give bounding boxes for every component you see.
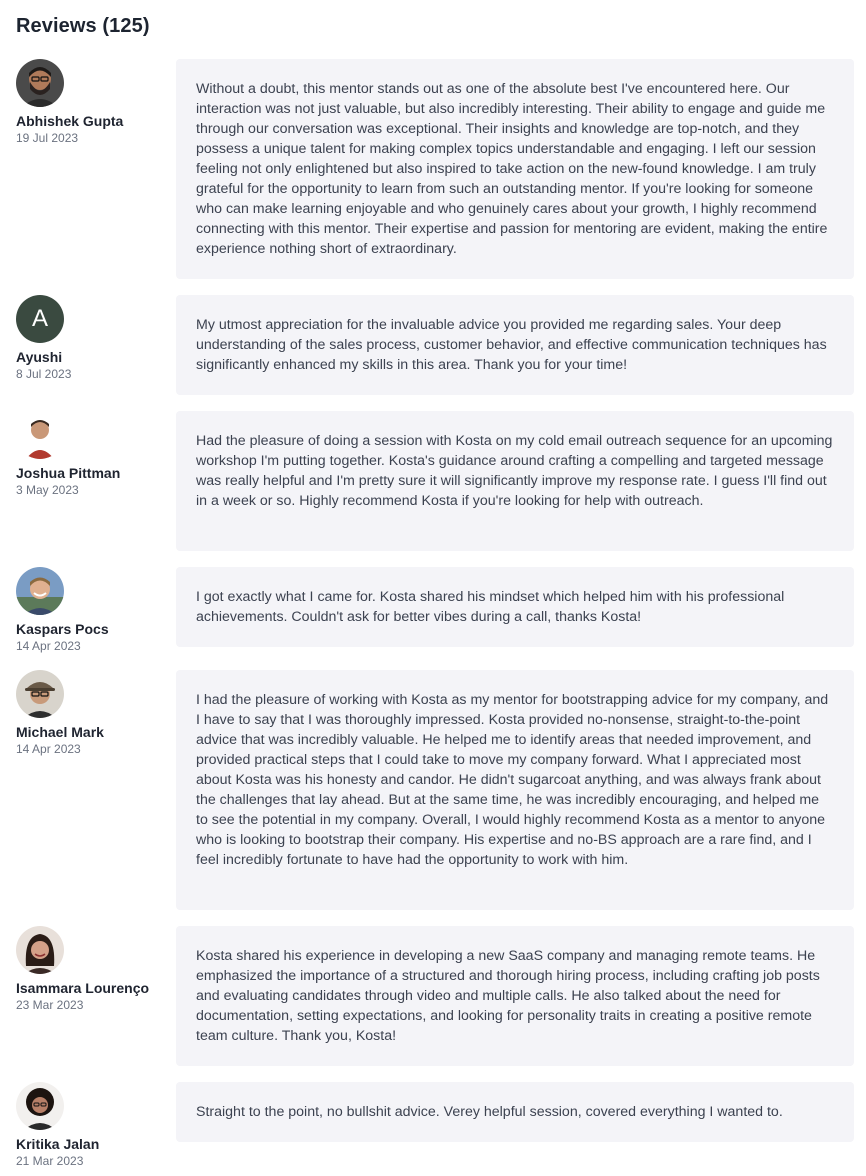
author-name[interactable]: Kaspars Pocs xyxy=(16,621,109,637)
review-text: Without a doubt, this mentor stands out as one of the absolute best I've encountered here. Our interaction was not just valuable, but also incredibly interesting. Their ability to engage and guide me through our conversation was exceptional. Their insights and knowledge are top-notch, and they possess a unique talent for making complex topics understandable and engaging. I left our session feeling not only enlightened but also inspired to take action on the new-found knowledge. I am truly grateful for the opportunity to learn from such an outstanding mentor. If you're looking for someone who can make learning enjoyable and who genuinely cares about your growth, I highly recommend connecting with this mentor. Their expertise and passion for mentoring are evident, making the entire experience nothing short of extraordinary. xyxy=(196,81,828,257)
review-text-box xyxy=(176,295,854,395)
author-name[interactable]: Ayushi xyxy=(16,349,63,365)
review-text: I had the pleasure of working with Kosta as my mentor for bootstrapping advice for my company, and I have to say that I was thoroughly impressed. Kosta provided no-nonsense, straight-to-the-point advice that was incredibly valuable. He helped me to identify areas that needed improvement, and provided practical steps that I could take to move my company forward. What I appreciated most about Kosta was his honesty and candor. He didn't sugarcoat anything, and was always frank about the challenges that lay ahead. But at the same time, he was incredibly encouraging, and helped me to see the potential in my company. Overall, I would highly recommend Kosta as a mentor to anyone who is looking to bootstrap their company. His expertise and no-BS approach are a rare find, and I feel incredibly fortunate to have had the opportunity to work with him. xyxy=(196,692,829,868)
review-author xyxy=(16,411,166,497)
review-text: My utmost appreciation for the invaluable advice you provided me regarding sales. Your deep understanding of the sales process, customer behavior, and effective communication techniques has significantly enhanced my skills in this area. Thank you for your time! xyxy=(196,317,827,373)
avatar[interactable] xyxy=(16,926,64,974)
review-date: 14 Apr 2023 xyxy=(16,742,81,756)
author-name[interactable]: Michael Mark xyxy=(16,724,104,740)
reviews-heading: Reviews (125) xyxy=(16,15,150,37)
avatar[interactable] xyxy=(16,567,64,615)
review-text: I got exactly what I came for. Kosta shared his mindset which helped him with his professional achievements. Couldn't ask for better vibes during a call, thanks Kosta! xyxy=(196,589,785,625)
review-date: 3 May 2023 xyxy=(16,483,79,497)
review-text-box xyxy=(176,59,854,279)
avatar[interactable] xyxy=(16,59,64,107)
author-name[interactable]: Joshua Pittman xyxy=(16,465,121,481)
author-name[interactable]: Kritika Jalan xyxy=(16,1136,100,1152)
review-date: 8 Jul 2023 xyxy=(16,367,72,381)
review-text-box xyxy=(176,1082,854,1142)
avatar[interactable] xyxy=(16,1082,64,1130)
review-author xyxy=(16,567,166,653)
review-text: Straight to the point, no bullshit advice. Verey helpful session, covered everything I wanted to. xyxy=(196,1104,783,1120)
review-text-box xyxy=(176,670,854,910)
review-author xyxy=(16,926,166,1012)
review-text-box xyxy=(176,411,854,551)
avatar[interactable] xyxy=(16,411,64,459)
author-name[interactable]: Abhishek Gupta xyxy=(16,113,124,129)
review-author xyxy=(16,1082,166,1168)
review-text: Had the pleasure of doing a session with Kosta on my cold email outreach sequence for an upcoming workshop I'm putting together. Kosta's guidance around crafting a compelling and targeted message was really helpful and I'm pretty sure it will significantly improve my response rate. I guess I'll find out in a week or so. Highly recommend Kosta if you're looking for help with outreach. xyxy=(196,433,833,509)
author-name[interactable]: Isammara Lourenço xyxy=(16,980,150,996)
review-date: 19 Jul 2023 xyxy=(16,131,79,145)
review-text: Kosta shared his experience in developing a new SaaS company and managing remote teams. He emphasized the importance of a structured and thorough hiring process, including crafting job posts and evaluating candidates through video and multiple calls. He also talked about the need for documentation, setting expectations, and looking for personality traits in creating a positive remote team culture. Thank you, Kosta! xyxy=(196,948,820,1044)
review-author xyxy=(16,670,166,756)
review-author xyxy=(16,295,166,381)
review-text-box xyxy=(176,567,854,647)
review-date: 23 Mar 2023 xyxy=(16,998,84,1012)
avatar[interactable] xyxy=(16,670,64,718)
review-date: 21 Mar 2023 xyxy=(16,1154,84,1168)
review-text-box xyxy=(176,926,854,1066)
review-date: 14 Apr 2023 xyxy=(16,639,81,653)
avatar[interactable]: A xyxy=(16,295,64,343)
review-author xyxy=(16,59,166,145)
